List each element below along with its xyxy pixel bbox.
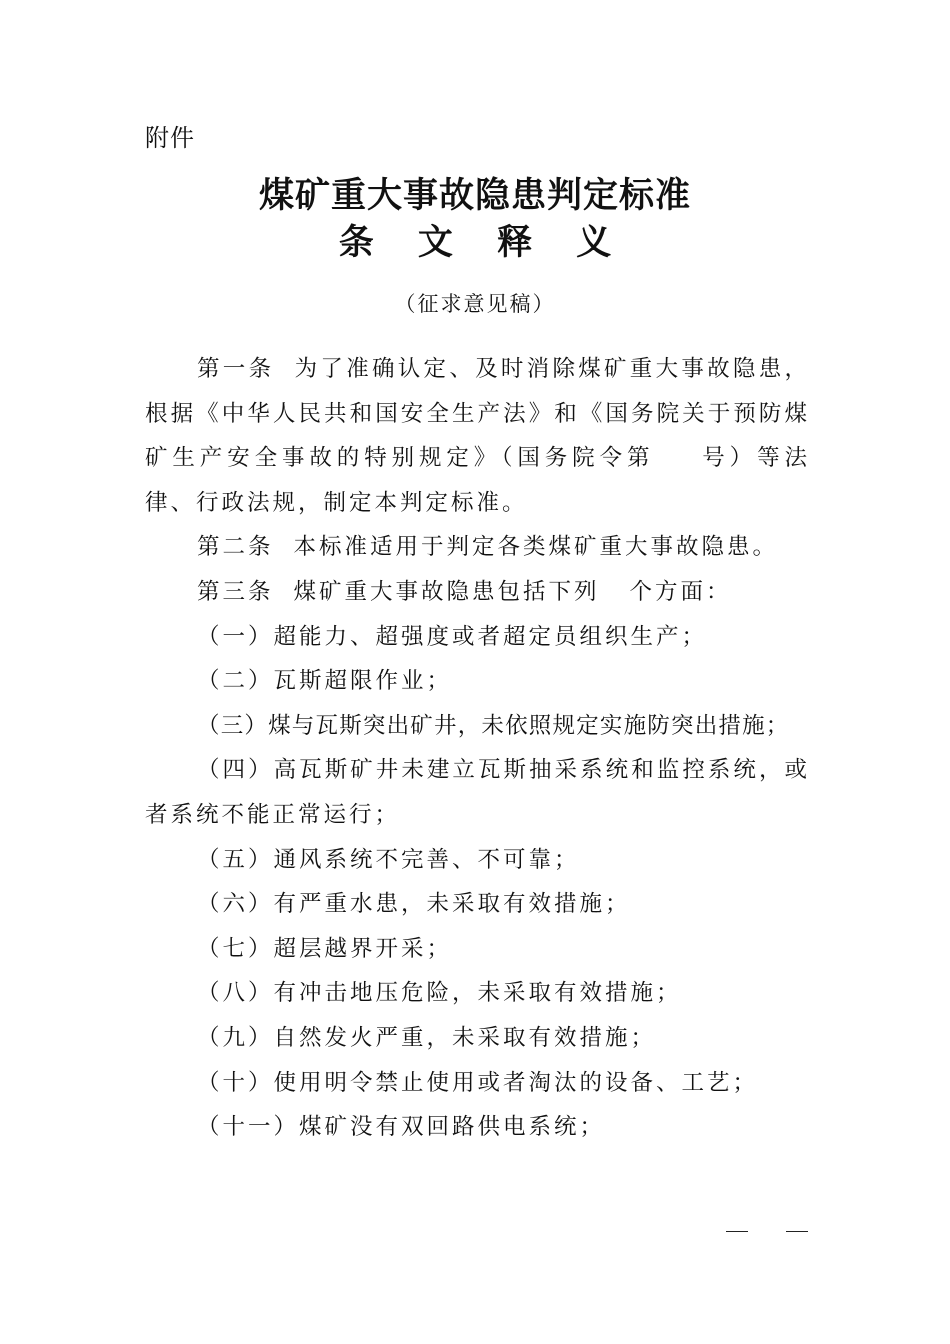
draft-subtitle: （征求意见稿） (394, 292, 556, 316)
article-2 (145, 525, 810, 570)
article-3-text-b: 个方面： (629, 578, 732, 605)
list-item: （十）使用明令禁止使用或者淘汰的设备、工艺； (197, 1069, 759, 1096)
list-item: （十一）煤矿没有双回路供电系统； (197, 1114, 606, 1141)
list-item: （三）煤与瓦斯突出矿井，未依照规定实施防突出措施； (197, 712, 790, 739)
page-number-dashes (726, 1213, 808, 1237)
document-title: 煤矿重大事故隐患判定标准 (258, 175, 691, 216)
article-2-text: 本标准适用于判定各类煤矿重大事故隐患。 (293, 534, 779, 561)
list-item: （二）瓦斯超限作业； (197, 668, 453, 695)
article-3 (145, 570, 810, 615)
article-1-text-b: 号）等法律、行政法规，制定本判定标准。 (145, 445, 810, 516)
list-item: （九）自然发火严重，未采取有效措施； (197, 1024, 657, 1051)
document-body (145, 347, 810, 1150)
list-item: （七）超层越界开采； (197, 935, 453, 962)
article-3-text-a: 煤矿重大事故隐患包括下列 (293, 578, 600, 605)
list-item: （四）高瓦斯矿井未建立瓦斯抽采系统和监控系统，或者系统不能正常运行； (145, 757, 810, 828)
article-2-label: 第二条 (197, 534, 274, 561)
article-1-text-a: 为了准确认定、及时消除煤矿重大事故隐患，根据《中华人民共和国安全生产法》和《国务院关于预防煤矿生产安全事故的特别规定》（国务院令第 (145, 356, 810, 472)
annex-label: 附件 (145, 124, 195, 152)
article-1 (145, 347, 810, 525)
list-item: （八）有冲击地压危险，未采取有效措施； (197, 980, 682, 1007)
list-item: （六）有严重水患，未采取有效措施； (197, 891, 631, 918)
document-title-line2: 条 文 释 义 (338, 222, 628, 263)
list-item: （五）通风系统不完善、不可靠； (197, 846, 580, 873)
list-item: （一）超能力、超强度或者超定员组织生产； (197, 623, 708, 650)
article-1-label: 第一条 (197, 356, 275, 382)
article-3-label: 第三条 (197, 578, 274, 605)
